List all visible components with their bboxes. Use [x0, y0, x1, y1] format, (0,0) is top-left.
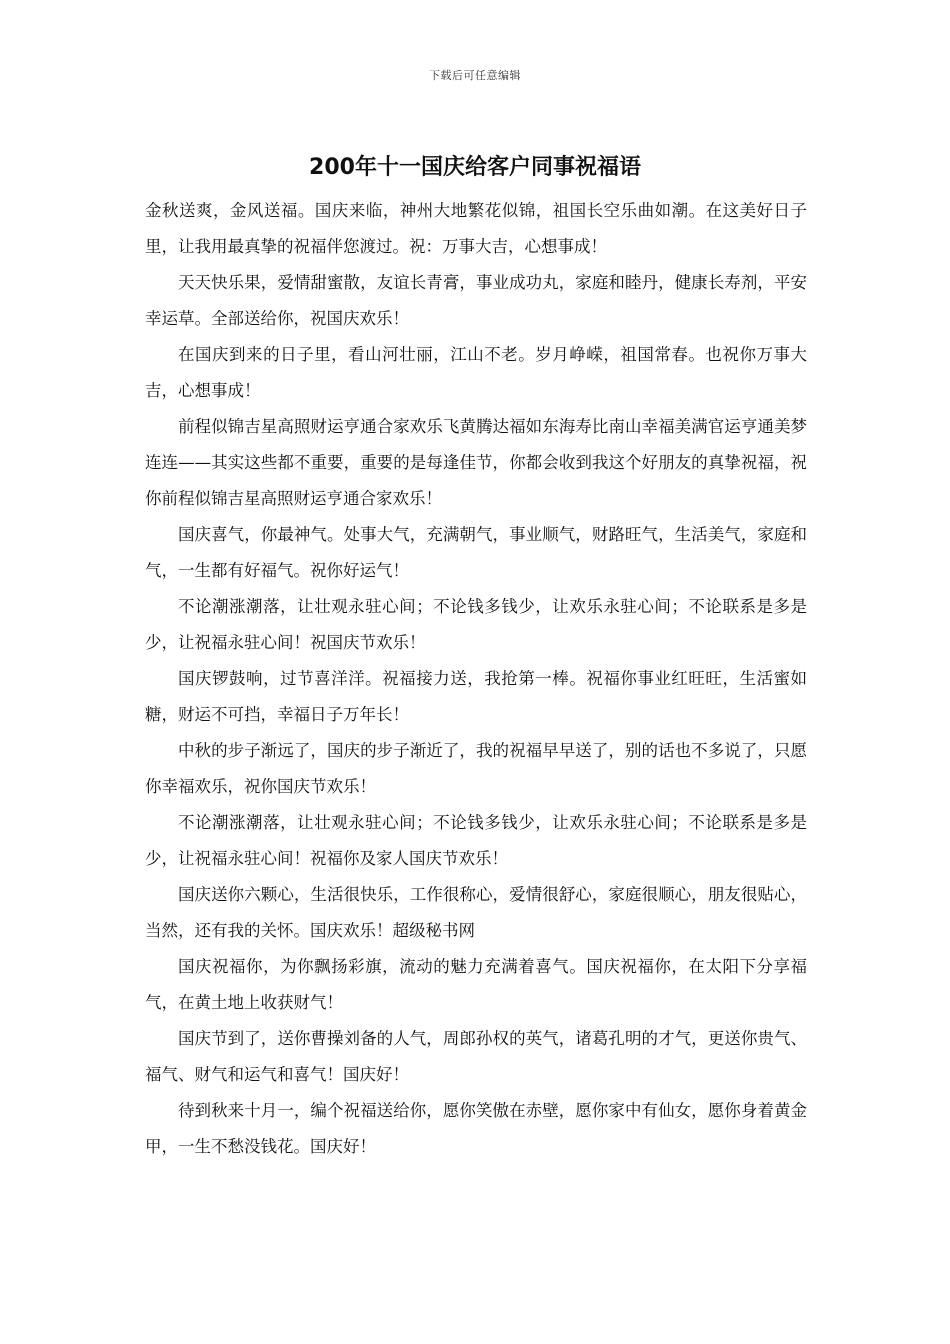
paragraph-10: 国庆送你六颗心，生活很快乐，工作很称心，爱情很舒心，家庭很顺心，朋友很贴心，当然，还有我的关怀。国庆欢乐！超级秘书网 [145, 885, 807, 940]
paragraph-11: 国庆祝福你，为你飘扬彩旗，流动的魅力充满着喜气。国庆祝福你，在太阳下分享福气，在黄土地上收获财气！ [145, 957, 807, 1012]
paragraph-2: 天天快乐果，爱情甜蜜散，友谊长青膏，事业成功丸，家庭和睦丹，健康长寿剂，平安幸运草。全部送给你，祝国庆欢乐！ [145, 273, 807, 328]
paragraph-4: 前程似锦吉星高照财运亨通合家欢乐飞黄腾达福如东海寿比南山幸福美满官运亨通美梦连连——其实这些都不重要，重要的是每逢佳节，你都会收到我这个好朋友的真挚祝福，祝你前程似锦吉星高照财运亨通合家欢乐！ [145, 417, 807, 508]
paragraph-5: 国庆喜气，你最神气。处事大气，充满朝气，事业顺气，财路旺气，生活美气，家庭和气，一生都有好福气。祝你好运气！ [145, 525, 807, 580]
paragraph-7: 国庆锣鼓响，过节喜洋洋。祝福接力送，我抢第一棒。祝福你事业红旺旺，生活蜜如糖，财运不可挡，幸福日子万年长！ [145, 669, 807, 724]
header-note: 下载后可任意编辑 [429, 69, 521, 82]
paragraph-3: 在国庆到来的日子里，看山河壮丽，江山不老。岁月峥嵘，祖国常春。也祝你万事大吉，心想事成！ [145, 345, 807, 400]
paragraph-1: 金秋送爽，金风送福。国庆来临，神州大地繁花似锦，祖国长空乐曲如潮。在这美好日子里，让我用最真挚的祝福伴您渡过。祝：万事大吉，心想事成！ [145, 201, 807, 256]
paragraph-13: 待到秋来十月一，编个祝福送给你，愿你笑傲在赤壁，愿你家中有仙女，愿你身着黄金甲，一生不愁没钱花。国庆好！ [145, 1101, 807, 1156]
paragraph-6: 不论潮涨潮落，让壮观永驻心间；不论钱多钱少，让欢乐永驻心间；不论联系是多是少，让祝福永驻心间！祝国庆节欢乐！ [145, 597, 807, 652]
paragraph-8: 中秋的步子渐远了，国庆的步子渐近了，我的祝福早早送了，别的话也不多说了，只愿你幸福欢乐，祝你国庆节欢乐！ [145, 741, 807, 796]
document-title: 200年十一国庆给客户同事祝福语 [309, 155, 641, 180]
paragraph-12: 国庆节到了，送你曹操刘备的人气，周郎孙权的英气，诸葛孔明的才气，更送你贵气、福气、财气和运气和喜气！国庆好！ [145, 1029, 807, 1084]
paragraph-9: 不论潮涨潮落，让壮观永驻心间；不论钱多钱少，让欢乐永驻心间；不论联系是多是少，让祝福永驻心间！祝福你及家人国庆节欢乐！ [145, 813, 807, 868]
document-body [145, 193, 807, 1165]
